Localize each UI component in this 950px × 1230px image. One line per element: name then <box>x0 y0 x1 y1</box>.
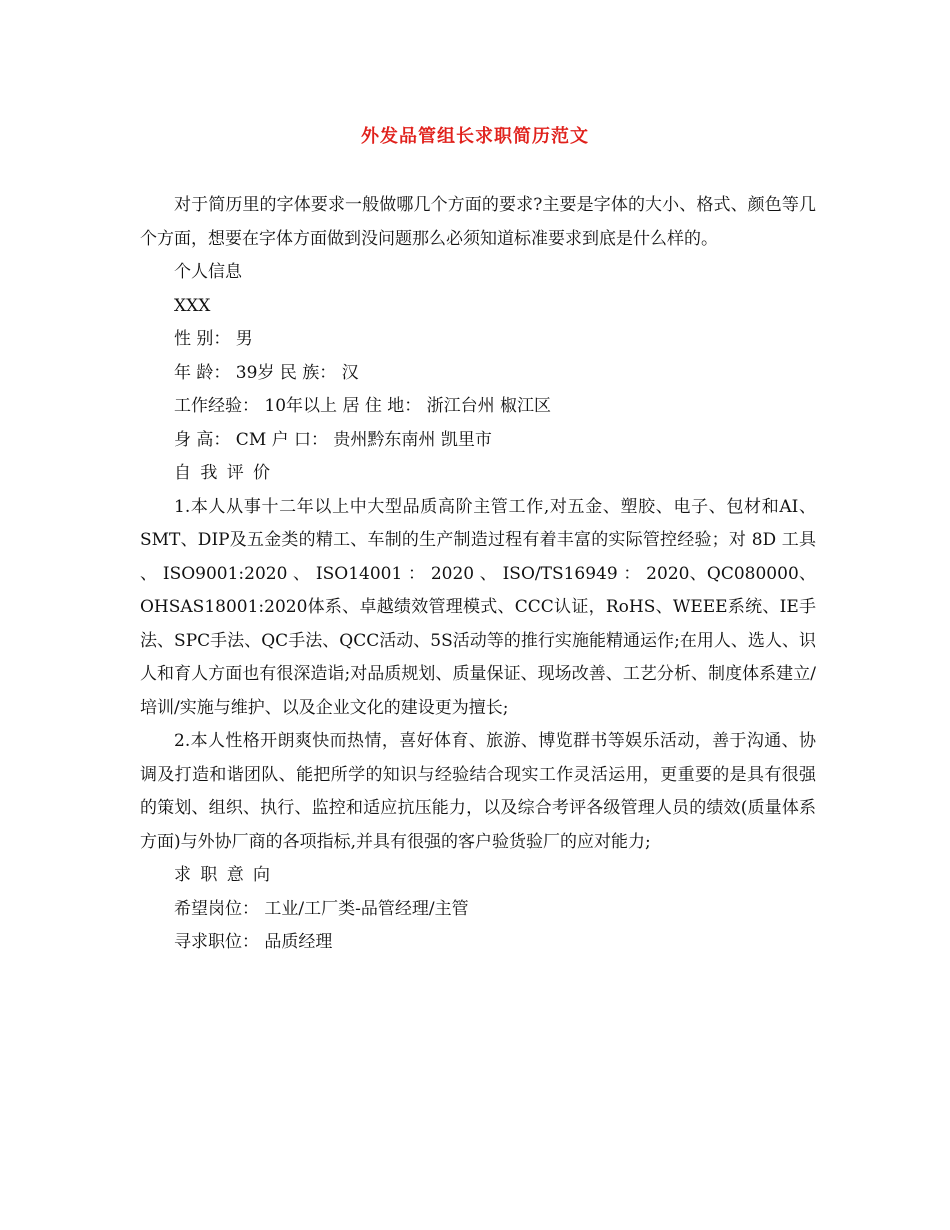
job-intention-heading: 求职意向 <box>174 865 280 885</box>
personal-info-heading: 个人信息 <box>174 262 242 282</box>
document-title: 外发品管组长求职简历范文 <box>361 126 589 147</box>
target-position-line: 寻求职位： 品质经理 <box>174 932 333 952</box>
gender-line: 性 别： 男 <box>174 329 253 349</box>
self-evaluation-point-2: 2.本人性格开朗爽快而热情，喜好体育、旅游、博览群书等娱乐活动，善于沟通、协调及打造和谐团队、能把所学的知识与经验结合现实工作灵活运用，更重要的是具有很强的策划、组织、执行、监控和适应抗压能力，以及综合考评各级管理人员的绩效(质量体系方面)与外协厂商的各项指标,并具有很强的客户验货验厂的应对能力; <box>140 731 816 852</box>
intro-paragraph: 对于简历里的字体要求一般做哪几个方面的要求?主要是字体的大小、格式、颜色等几个方面，想要在字体方面做到没问题那么必须知道标准要求到底是什么样的。 <box>140 195 816 249</box>
self-evaluation-heading: 自我评价 <box>174 463 280 483</box>
candidate-name: XXX <box>174 295 211 316</box>
document-body <box>140 189 816 960</box>
experience-location-line: 工作经验： 10年以上 居 住 地： 浙江台州 椒江区 <box>174 396 552 416</box>
height-hukou-line: 身 高： CM 户 口： 贵州黔东南州 凯里市 <box>174 429 492 450</box>
self-evaluation-point-1: 1.本人从事十二年以上中大型品质高阶主管工作,对五金、塑胶、电子、包材和AI、SMT、DIP及五金类的精工、车制的生产制造过程有着丰富的实际管控经验；对 8D 工具 、 ISO9001:2020 、 ISO14001 ： 2020 、 ISO/TS16949 ： 2020、QC080000、OHSAS18001:2020体系、卓越绩效管理模式、CCC认证，RoHS、WEEE系统、IE手法、SPC手法、QC手法、QCC活动、5S活动等的推行实施能精通运作;在用人、选人、识人和育人方面也有很深造诣;对品质规划、质量保证、现场改善、工艺分析、制度体系建立/培训/实施与维护、以及企业文化的建设更为擅长; <box>140 496 816 718</box>
age-ethnicity-line: 年 龄： 39岁 民 族： 汉 <box>174 362 359 383</box>
desired-position-line: 希望岗位： 工业/工厂类-品管经理/主管 <box>174 898 469 919</box>
